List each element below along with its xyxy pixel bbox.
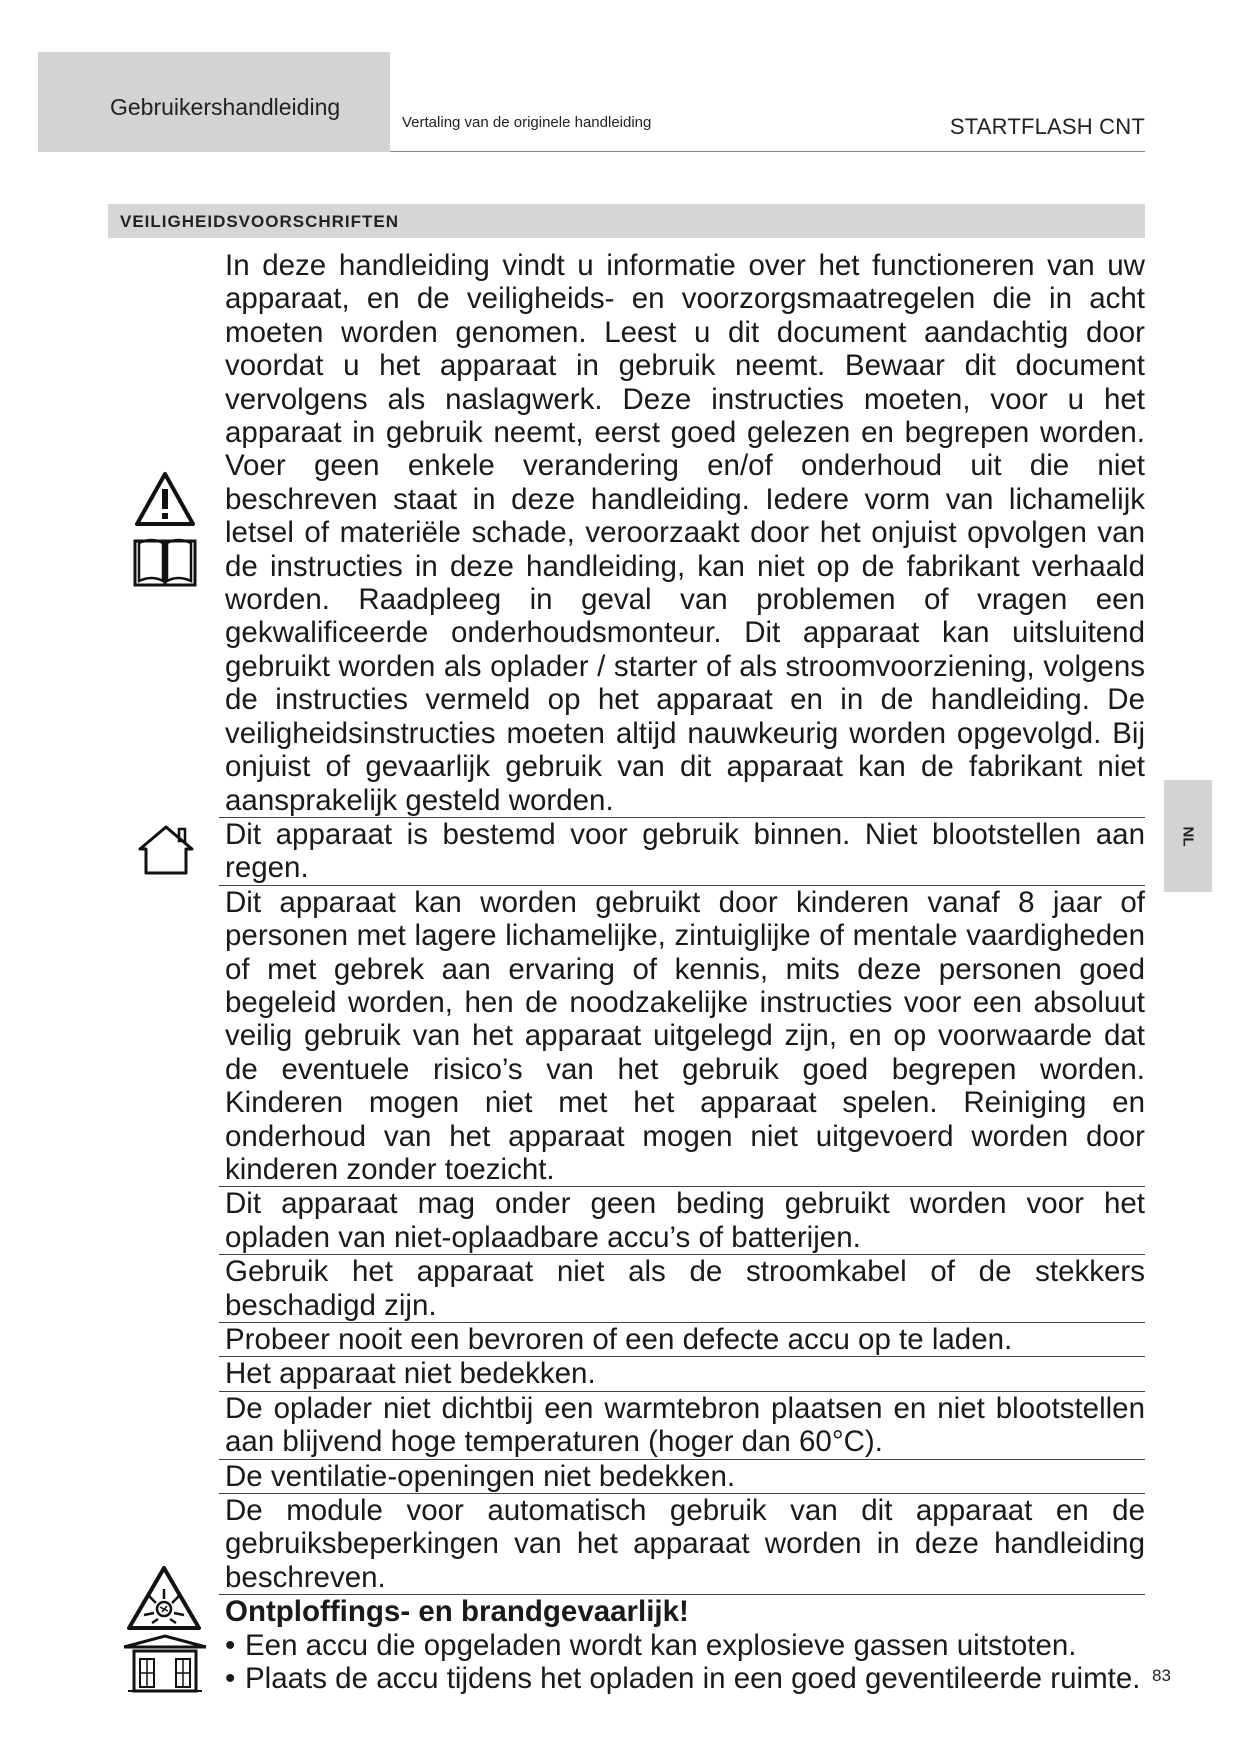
indoor-paragraph: Dit apparaat is bestemd voor gebruik binnen. Niet blootstellen aan regen.: [225, 817, 1145, 885]
language-tab-label: NL: [1179, 826, 1197, 846]
warning-triangle-icon: [134, 471, 196, 527]
frozen-battery-paragraph: Probeer nooit een bevroren of een defecte accu op te laden.: [225, 1323, 1013, 1356]
non-rechargeable-block: [219, 1186, 1145, 1254]
ventilation-block: [219, 1459, 1145, 1493]
cover-block: [219, 1356, 1145, 1390]
cover-paragraph: Het apparaat niet bedekken.: [225, 1357, 596, 1391]
section-title: VEILIGHEIDSVOORSCHRIFTEN: [120, 212, 400, 231]
header-subtitle: Vertaling van de originele handleiding: [402, 114, 652, 131]
non-rechargeable-paragraph: Dit apparaat mag onder geen beding gebruikt worden voor het opladen van niet-oplaadbare accu’s of batterijen.: [225, 1187, 1145, 1254]
explosion-bullet: • Een accu die opgeladen wordt kan explosieve gassen uitstoten.: [225, 1628, 1077, 1662]
page-number: 83: [1152, 1666, 1171, 1685]
frozen-battery-block: [219, 1322, 1145, 1356]
explosion-title: Ontploffings- en brandgevaarlijk!: [225, 1595, 689, 1629]
header-title: Gebruikershandleiding: [110, 94, 341, 120]
intro-block: [219, 249, 1145, 817]
explosion-hazard-icon: [126, 1565, 202, 1631]
module-block: [219, 1493, 1145, 1594]
ventilated-room-icon: [120, 1633, 210, 1697]
indoor-house-icon: [134, 823, 198, 877]
module-paragraph: De module voor automatisch gebruik van dit apparaat en de gebruiksbeperkingen van het apparaat worden in deze handleiding beschreven.: [225, 1494, 1145, 1594]
children-paragraph: Dit apparaat kan worden gebruikt door kinderen vanaf 8 jaar of personen met lagere lichamelijke, zintuiglijke of mentale vaardigheden of met gebrek aan ervaring of kennis, mits deze personen goed begeleid worden, hen de noodzakelijke instructies voor een absoluut veilig gebruik van het apparaat uitgelegd zijn, en op voorwaarde dat de eventuele risico’s van het gebruik goed begrepen worden. Kinderen mogen niet met het apparaat spelen. Reiniging en onderhoud van het apparaat mogen niet uitgevoerd worden door kinderen zonder toezicht.: [225, 885, 1145, 1186]
damaged-cable-block: [219, 1254, 1145, 1322]
manual-book-icon: [132, 535, 198, 589]
ventilation-paragraph: De ventilatie-openingen niet bedekken.: [225, 1459, 736, 1493]
damaged-cable-paragraph: Gebruik het apparaat niet als de stroomkabel of de stekkers beschadigd zijn.: [225, 1255, 1145, 1322]
header-divider: [390, 151, 1145, 152]
explosion-block: [219, 1594, 1145, 1695]
heat-paragraph: De oplader niet dichtbij een warmtebron plaatsen en niet blootstellen aan blijvend hoge temperaturen (hoger dan 60°C).: [225, 1391, 1145, 1459]
explosion-bullet: • Plaats de accu tijdens het opladen in een goed geventileerde ruimte.: [225, 1662, 1141, 1696]
safety-instructions: [219, 249, 1145, 1695]
indoor-block: [219, 817, 1145, 885]
intro-paragraph: In deze handleiding vindt u informatie over het functioneren van uw apparaat, en de veiligheids- en voorzorgsmaatregelen die in acht moeten worden genomen. Leest u dit document aandachtig door voordat u het apparaat in gebruik neemt. Bewaar dit document vervolgens als naslagwerk. Deze instructies moeten, voor u het apparaat in gebruik neemt, eerst goed gelezen en begrepen worden. Voer geen enkele verandering en/of onderhoud uit die niet beschreven staat in deze handleiding. Iedere vorm van lichamelijk letsel of materiële schade, veroorzaakt door het onjuist opvolgen van de instructies in deze handleiding, kan niet op de fabrikant verhaald worden. Raadpleeg in geval van problemen of vragen een gekwalificeerde onderhoudsmonteur. Dit apparaat kan uitsluitend gebruikt worden als oplader / starter of als stroomvoorziening, volgens de instructies vermeld op het apparaat en in de handleiding. De veiligheidsinstructies moeten altijd nauwkeurig worden opgevolgd. Bij onjuist of gevaarlijk gebruik van dit apparaat kan de fabrikant niet aansprakelijk gesteld worden.: [225, 249, 1145, 817]
children-block: [219, 885, 1145, 1187]
heat-block: [219, 1391, 1145, 1459]
header-model: STARTFLASH CNT: [949, 114, 1145, 139]
